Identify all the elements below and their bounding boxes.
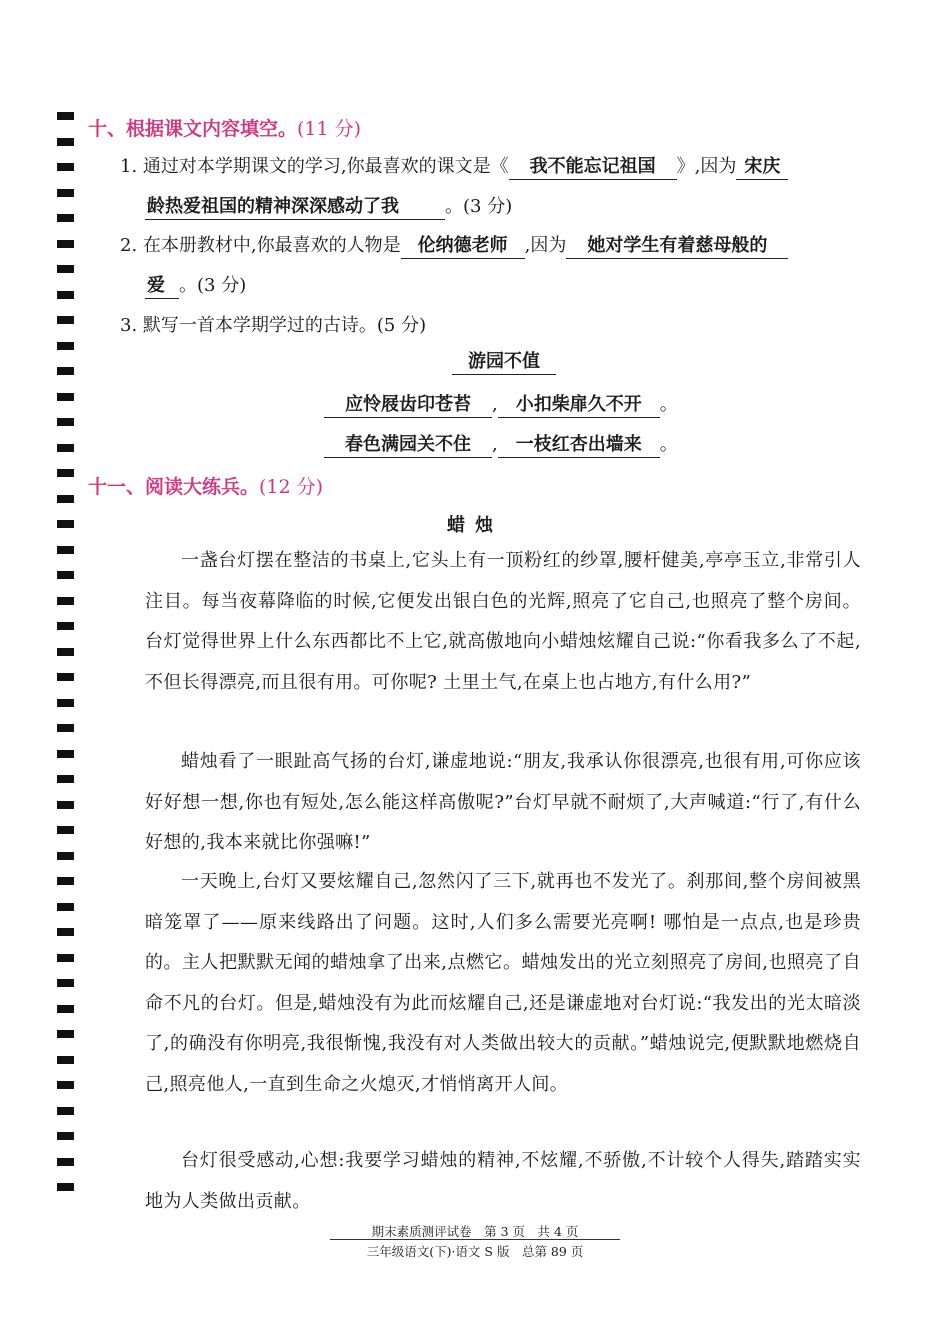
binding-mark — [57, 979, 74, 987]
section-10-heading: 十、根据课文内容填空。 — [88, 118, 298, 140]
binding-mark — [57, 342, 74, 350]
poem-title-answer[interactable]: 游园不值 — [452, 350, 556, 375]
poem-title — [452, 350, 556, 375]
q2-because: ,因为 — [524, 235, 567, 256]
binding-mark — [57, 138, 74, 146]
poem-line-1a[interactable]: 应怜屐齿印苍苔 — [324, 393, 492, 418]
binding-mark — [57, 367, 74, 375]
binding-mark — [57, 699, 74, 707]
binding-mark — [57, 469, 74, 477]
binding-mark — [57, 393, 74, 401]
binding-edge-marks — [57, 112, 75, 1206]
section-10-title — [88, 114, 361, 141]
binding-mark — [57, 1158, 74, 1166]
poem-line-2a[interactable]: 春色满园关不住 — [324, 433, 492, 458]
binding-mark — [57, 444, 74, 452]
binding-mark — [57, 852, 74, 860]
poem-line-2 — [324, 430, 678, 458]
q1-answer-title[interactable]: 我不能忘记祖国 — [509, 155, 677, 180]
binding-mark — [57, 1183, 74, 1191]
binding-mark — [57, 495, 74, 503]
binding-mark — [57, 214, 74, 222]
q1-answer-reason-part1[interactable]: 宋庆 — [736, 155, 788, 180]
binding-mark — [57, 775, 74, 783]
binding-mark — [57, 1030, 74, 1038]
q3-text: 3. 默写一首本学期学过的古诗。(5 分) — [120, 315, 427, 336]
binding-mark — [57, 648, 74, 656]
binding-mark — [57, 1132, 74, 1140]
footer-page-info: 期末素质测评试卷 第 3 页 共 4 页 — [371, 1224, 579, 1239]
binding-mark — [57, 546, 74, 554]
article-title: 蜡烛 — [447, 515, 503, 536]
binding-mark — [57, 801, 74, 809]
section-11-points: (12 分) — [259, 476, 324, 498]
binding-mark — [57, 240, 74, 248]
q1-line-2 — [145, 192, 512, 220]
binding-mark — [57, 954, 74, 962]
article-paragraph-1: 一盏台灯摆在整洁的书桌上,它头上有一顶粉红的纱罩,腰杆健美,亭亭玉立,非常引人注目。每当夜幕降临的时候,它便发出银白色的光辉,照亮了它自己,也照亮了整个房间。台灯觉得世界上什么东西都比不上它,就高傲地向小蜡烛炫耀自己说:“你看我多么了不起,不但长得漂亮,而且很有用。可你呢? 土里土气,在桌上也占地方,有什么用?” — [145, 550, 861, 693]
q1-line-1 — [120, 152, 788, 180]
q1-because: 》,因为 — [676, 156, 737, 177]
poem-comma: , — [492, 434, 498, 455]
q2-answer-reason-part1[interactable]: 她对学生有着慈母般的 — [566, 234, 788, 259]
binding-mark — [57, 724, 74, 732]
poem-line-1b[interactable]: 小扣柴扉久不开 — [498, 393, 660, 418]
binding-mark — [57, 1081, 74, 1089]
q3-prompt — [120, 311, 426, 337]
binding-mark — [57, 1107, 74, 1115]
binding-mark — [57, 673, 74, 681]
binding-mark — [57, 750, 74, 758]
poem-period: 。 — [659, 434, 678, 455]
binding-mark — [57, 316, 74, 324]
q2-line-1 — [120, 231, 788, 259]
section-11-heading: 十一、阅读大练兵。 — [88, 476, 260, 498]
binding-mark — [57, 163, 74, 171]
q1-points: 。(3 分) — [445, 196, 513, 217]
q1-prompt: 1. 通过对本学期课文的学习,你最喜欢的课文是《 — [120, 156, 509, 177]
poem-comma: , — [492, 394, 498, 415]
binding-mark — [57, 291, 74, 299]
binding-mark — [57, 112, 74, 120]
poem-period: 。 — [659, 394, 678, 415]
footer-edition-info: 三年级语文(下)·语文 S 版 总第 89 页 — [366, 1244, 584, 1259]
poem-line-2b[interactable]: 一枝红杏出墙来 — [498, 433, 660, 458]
binding-mark — [57, 622, 74, 630]
section-10-points: (11 分) — [297, 118, 362, 140]
q2-line-2 — [145, 271, 246, 299]
binding-mark — [57, 1056, 74, 1064]
binding-mark — [57, 1005, 74, 1013]
binding-mark — [57, 265, 74, 273]
article-paragraph-3: 一天晚上,台灯又要炫耀自己,忽然闪了三下,就再也不发光了。刹那间,整个房间被黑暗笼罩了——原来线路出了问题。这时,人们多么需要光亮啊! 哪怕是一点点,也是珍贵的。主人把默默无闻的蜡烛拿了出来,点燃它。蜡烛发出的光立刻照亮了房间,也照亮了自命不凡的台灯。但是,蜡烛没有为此而炫耀自己,还是谦虚地对台灯说:“我发出的光太暗淡了,的确没有你明亮,我很惭愧,我没有对人类做出较大的贡献。”蜡烛说完,便默默地燃烧自己,照亮他人,一直到生命之火熄灭,才悄悄离开人间。 — [145, 871, 861, 1095]
binding-mark — [57, 189, 74, 197]
q2-answer-person[interactable]: 伦纳德老师 — [401, 234, 525, 259]
footer-rule — [330, 1239, 620, 1240]
binding-mark — [57, 826, 74, 834]
article-paragraph-2: 蜡烛看了一眼趾高气扬的台灯,谦虚地说:“朋友,我承认你很漂亮,也很有用,可你应该好好想一想,你也有短处,怎么能这样高傲呢?”台灯早就不耐烦了,大声喊道:“行了,有什么好想的,我本来就比你强嘛!” — [145, 751, 861, 853]
q2-prompt: 2. 在本册教材中,你最喜欢的人物是 — [120, 235, 401, 256]
q2-points: 。(3 分) — [179, 275, 247, 296]
poem-line-1 — [324, 390, 678, 418]
binding-mark — [57, 877, 74, 885]
section-11-title — [88, 472, 323, 499]
article-paragraph-4: 台灯很受感动,心想:我要学习蜡烛的精神,不炫耀,不骄傲,不计较个人得失,踏踏实实地为人类做出贡献。 — [145, 1150, 861, 1212]
q2-answer-reason-part2[interactable]: 爱 — [145, 274, 179, 299]
binding-mark — [57, 903, 74, 911]
q1-answer-reason-part2[interactable]: 龄热爱祖国的精神深深感动了我 — [145, 195, 445, 220]
binding-mark — [57, 418, 74, 426]
binding-mark — [57, 928, 74, 936]
binding-mark — [57, 597, 74, 605]
binding-mark — [57, 571, 74, 579]
